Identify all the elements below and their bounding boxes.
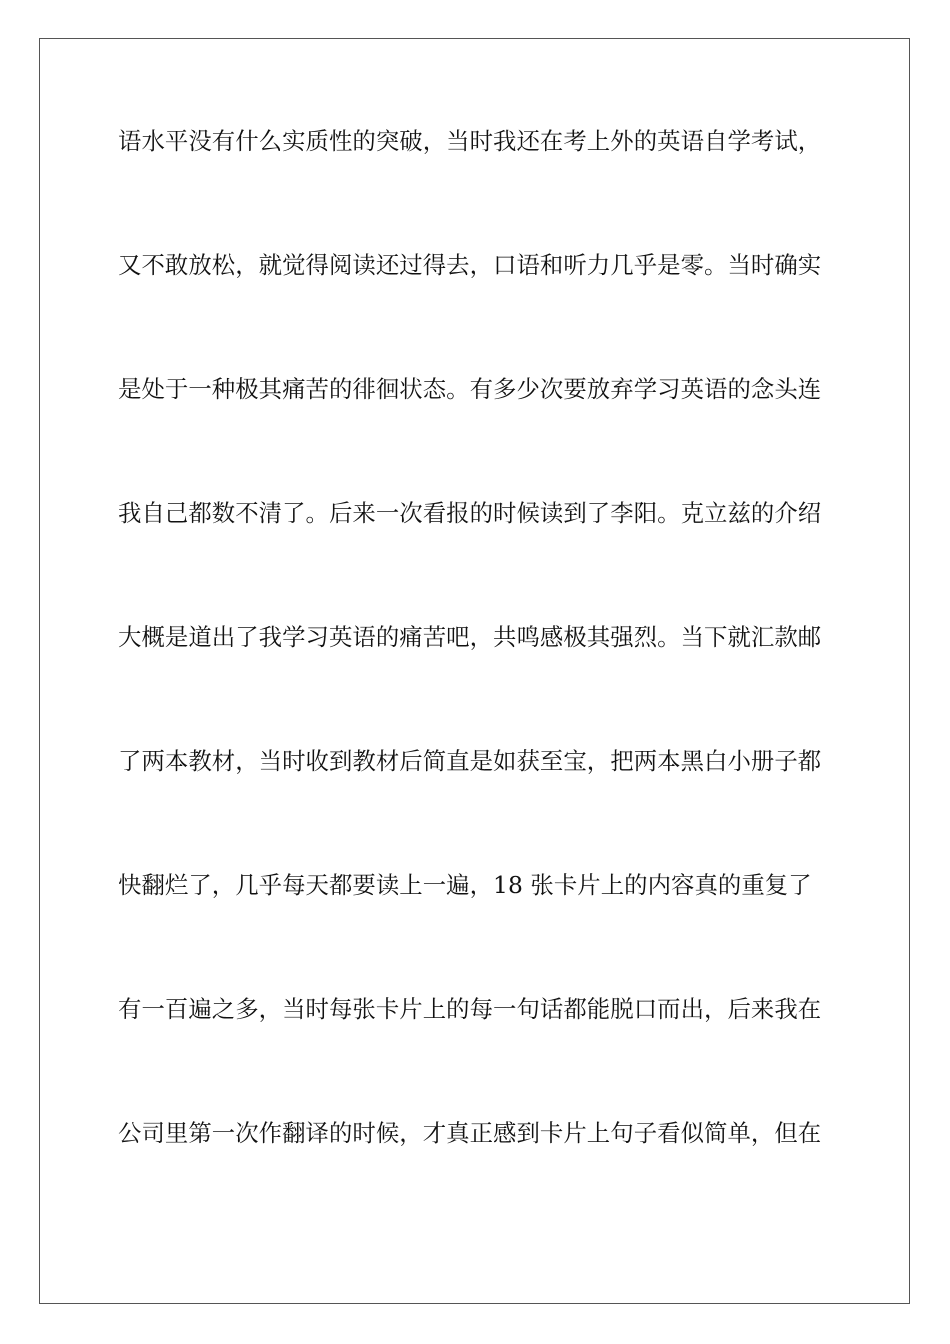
- text-line-8: 有一百遍之多，当时每张卡片上的每一句话都能脱口而出，后来我在: [118, 995, 822, 1023]
- text-line-1: 语水平没有什么实质性的突破，当时我还在考上外的英语自学考试，: [118, 127, 822, 155]
- text-line-3: 是处于一种极其痛苦的徘徊状态。有多少次要放弃学习英语的念头连: [118, 375, 822, 403]
- document-body: [118, 124, 834, 1240]
- text-line-2: 又不敢放松，就觉得阅读还过得去，口语和听力几乎是零。当时确实: [118, 251, 822, 279]
- text-line-4: 我自己都数不清了。后来一次看报的时候读到了李阳。克立兹的介绍: [118, 499, 822, 527]
- text-line-9: 公司里第一次作翻译的时候，才真正感到卡片上句子看似简单，但在: [118, 1119, 822, 1147]
- text-line-7: 快翻烂了，几乎每天都要读上一遍，18 张卡片上的内容真的重复了: [118, 871, 812, 899]
- text-line-5: 大概是道出了我学习英语的痛苦吧，共鸣感极其强烈。当下就汇款邮: [118, 623, 822, 651]
- text-line-6: 了两本教材，当时收到教材后简直是如获至宝，把两本黑白小册子都: [118, 747, 822, 775]
